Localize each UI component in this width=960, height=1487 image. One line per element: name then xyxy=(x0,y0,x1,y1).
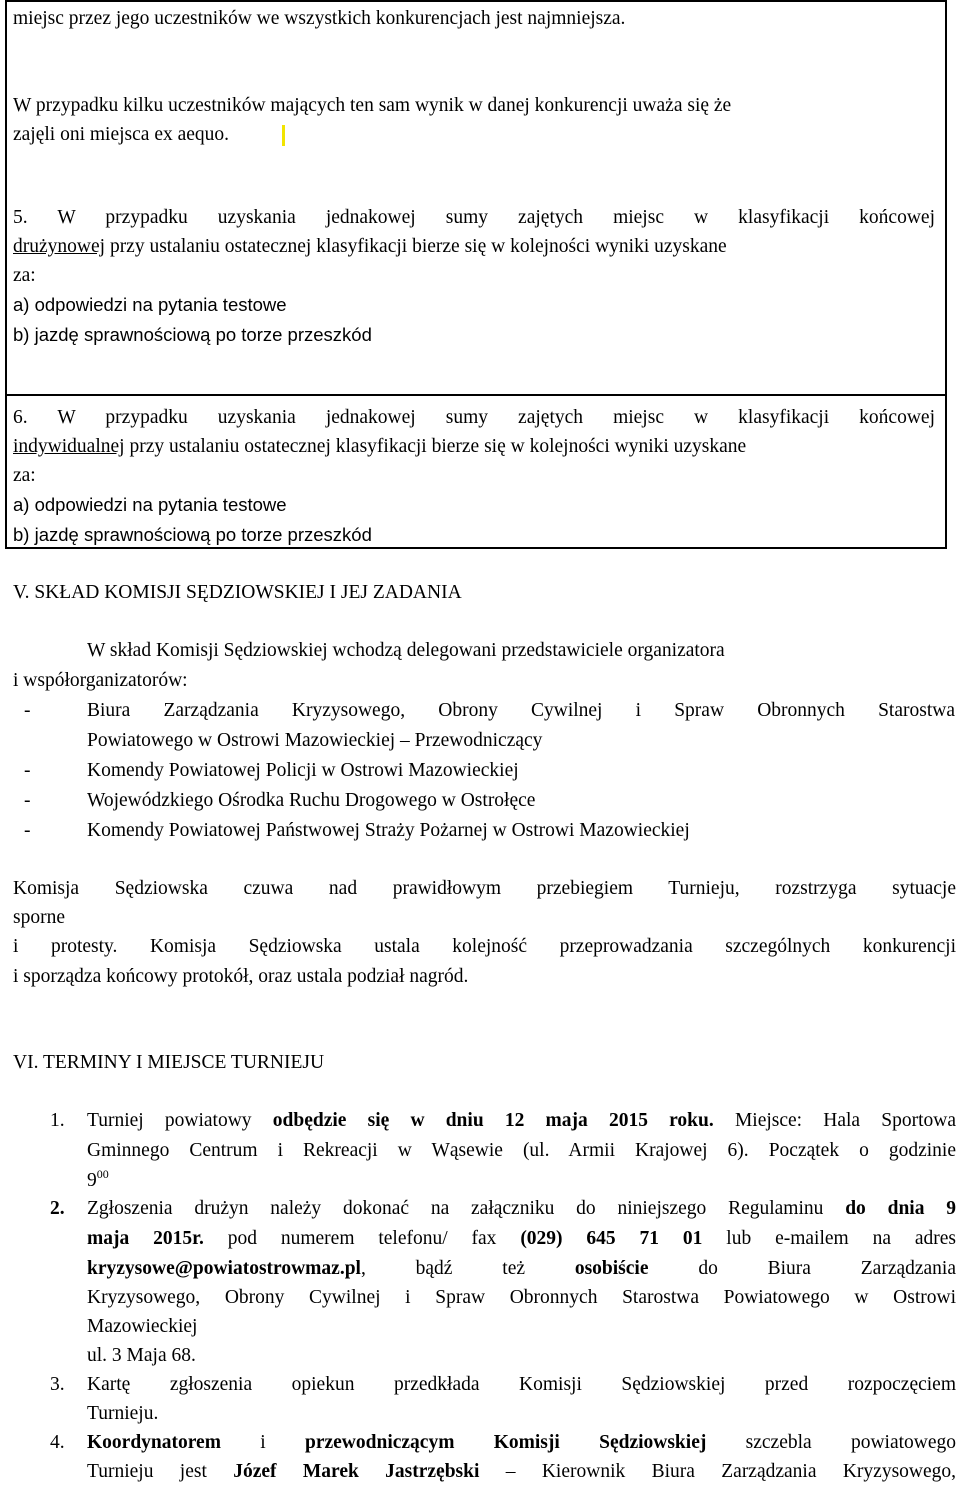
item-1-text-a: Turniej powiatowy xyxy=(87,1110,252,1131)
p6-text-1: W przypadku uzyskania jednakowej sumy zajętych miejsc w klasyfikacji końcowej xyxy=(57,407,935,428)
p6-number: 6. xyxy=(13,407,28,428)
item-3-line-2: Turnieju. xyxy=(87,1403,159,1424)
p5-text-1: W przypadku uzyskania jednakowej sumy zajętych miejsc w klasyfikacji końcowej xyxy=(57,207,935,228)
item-2-line-1 xyxy=(87,1194,956,1224)
p5-line-3: za: xyxy=(13,265,36,286)
section-v-para-1: Komisja Sędziowska czuwa nad prawidłowym przebiegiem Turnieju, rozstrzyga sytuacje xyxy=(13,878,956,899)
item-2-text-j: do Biura Zarządzania xyxy=(698,1258,957,1279)
p6-text-2: przy ustalaniu ostatecznej klasyfikacji bierze się w kolejności wyniki uzyskane xyxy=(129,436,747,457)
p5-option-a: a) odpowiedzi na pytania testowe xyxy=(13,294,287,315)
item-4-coordinator: Koordynatorem xyxy=(87,1432,221,1453)
item-4-number: 4. xyxy=(50,1432,65,1453)
item-2-line-2 xyxy=(87,1224,956,1254)
item-1-number: 1. xyxy=(50,1110,65,1131)
item-4-text-g: – Kierownik Biura Zarządzania Kryzysowego, xyxy=(505,1461,957,1482)
exaequo-line-2: zajęli oni miejsca ex aequo. xyxy=(13,124,230,145)
p5-underlined: drużynowej xyxy=(13,236,106,257)
item-2-deadline-b: maja 2015r. xyxy=(87,1228,204,1249)
item-4-and: i xyxy=(260,1432,266,1453)
item-2-num: 2. xyxy=(50,1198,65,1219)
item-2-text-h: , bądź też xyxy=(360,1258,526,1279)
p6-line-3: za: xyxy=(13,465,36,486)
item-4-line-1 xyxy=(87,1428,956,1458)
item-4-chairman: przewodniczącym Komisji Sędziowskiej xyxy=(304,1432,707,1453)
list-dash: - xyxy=(24,790,31,811)
committee-item-1b: Powiatowego w Ostrowi Mazowieckiej – Przewodniczący xyxy=(87,730,543,751)
item-1-line-1 xyxy=(87,1106,956,1136)
item-3-number: 3. xyxy=(50,1374,65,1395)
item-4-level: szczebla powiatowego xyxy=(745,1432,957,1453)
list-dash: - xyxy=(24,760,31,781)
item-2-line-3 xyxy=(87,1254,956,1284)
item-1-line-2: Gminnego Centrum i Rekreacji w Wąsewie (ul. Armii Krajowej 6). Początek o godzinie xyxy=(87,1140,956,1161)
item-2-personally: osobiście xyxy=(574,1258,649,1279)
section-vi-heading: VI. TERMINY I MIEJSCE TURNIEJU xyxy=(13,1052,325,1073)
item-2-text-f: lub e-mailem na adres xyxy=(726,1228,956,1249)
section-v-para-4: i sporządza końcowy protokół, oraz ustala podział nagród. xyxy=(13,966,469,987)
p5-line-1 xyxy=(13,203,935,233)
section-v-intro-2: i współorganizatorów: xyxy=(13,670,188,691)
item-2-line-5: Mazowieckiej xyxy=(87,1316,198,1337)
section-v-para-2: sporne xyxy=(13,907,65,928)
item-1-date: odbędzie się w dniu 12 maja 2015 roku. xyxy=(272,1110,714,1131)
item-1-text-c: Miejsce: Hala Sportowa xyxy=(734,1110,957,1131)
hour-value: 9 xyxy=(87,1170,97,1191)
item-2-text-a: Zgłoszenia drużyn należy dokonać na załączniku do niniejszego Regulaminu xyxy=(87,1198,824,1219)
item-2-line-4: Kryzysowego, Obrony Cywilnej i Spraw Obronnych Starostwa Powiatowego w Ostrowi xyxy=(87,1287,956,1308)
p5-option-b: b) jazdę sprawnościową po torze przeszkód xyxy=(13,324,372,345)
p6-underlined: indywidualnej xyxy=(13,436,125,457)
list-dash: - xyxy=(24,820,31,841)
item-1-hour xyxy=(87,1166,109,1196)
p5-text-2: przy ustalaniu ostatecznej klasyfikacji bierze się w kolejności wyniki uzyskane xyxy=(109,236,727,257)
committee-item-4: Komendy Powiatowej Państwowej Straży Pożarnej w Ostrowi Mazowieckiej xyxy=(87,820,690,841)
p6-line-2 xyxy=(13,432,746,462)
committee-item-2: Komendy Powiatowej Policji w Ostrowi Mazowieckiej xyxy=(87,760,519,781)
item-2-line-6: ul. 3 Maja 68. xyxy=(87,1345,196,1366)
p6-line-1 xyxy=(13,403,935,433)
list-dash: - xyxy=(24,700,31,721)
minute-value: 00 xyxy=(96,1167,109,1181)
item-4-text-e: Turnieju jest xyxy=(87,1461,207,1482)
box-line-1: miejsc przez jego uczestników we wszystkich konkurencjach jest najmniejsza. xyxy=(13,8,626,29)
committee-item-1a: Biura Zarządzania Kryzysowego, Obrony Cywilnej i Spraw Obronnych Starostwa xyxy=(87,700,955,721)
text-cursor xyxy=(282,125,285,146)
p6-option-b: b) jazdę sprawnościową po torze przeszkód xyxy=(13,524,372,545)
p5-line-2 xyxy=(13,232,727,262)
item-4-line-2 xyxy=(87,1457,956,1487)
item-2-text-d: pod numerem telefonu/ fax xyxy=(227,1228,497,1249)
p6-option-a: a) odpowiedzi na pytania testowe xyxy=(13,494,287,515)
item-2-deadline-a: do dnia 9 xyxy=(845,1198,956,1219)
section-v-para-3: i protesty. Komisja Sędziowska ustala kolejność przeprowadzania szczególnych konkurencji xyxy=(13,936,956,957)
exaequo-line-1: W przypadku kilku uczestników mających ten sam wynik w danej konkurencji uważa się że xyxy=(13,95,732,116)
committee-item-3: Wojewódzkiego Ośrodka Ruchu Drogowego w Ostrołęce xyxy=(87,790,536,811)
item-4-name: Józef Marek Jastrzębski xyxy=(233,1461,480,1482)
item-2-email: kryzysowe@powiatostrowmaz.pl xyxy=(87,1258,361,1279)
section-v-heading: V. SKŁAD KOMISJI SĘDZIOWSKIEJ I JEJ ZADANIA xyxy=(13,582,462,603)
item-2-number xyxy=(50,1194,65,1224)
item-3-line-1: Kartę zgłoszenia opiekun przedkłada Komisji Sędziowskiej przed rozpoczęciem xyxy=(87,1374,956,1395)
p5-number: 5. xyxy=(13,207,28,228)
item-2-phone: (029) 645 71 01 xyxy=(520,1228,703,1249)
section-v-intro-1: W skład Komisji Sędziowskiej wchodzą delegowani przedstawiciele organizatora xyxy=(87,640,725,661)
